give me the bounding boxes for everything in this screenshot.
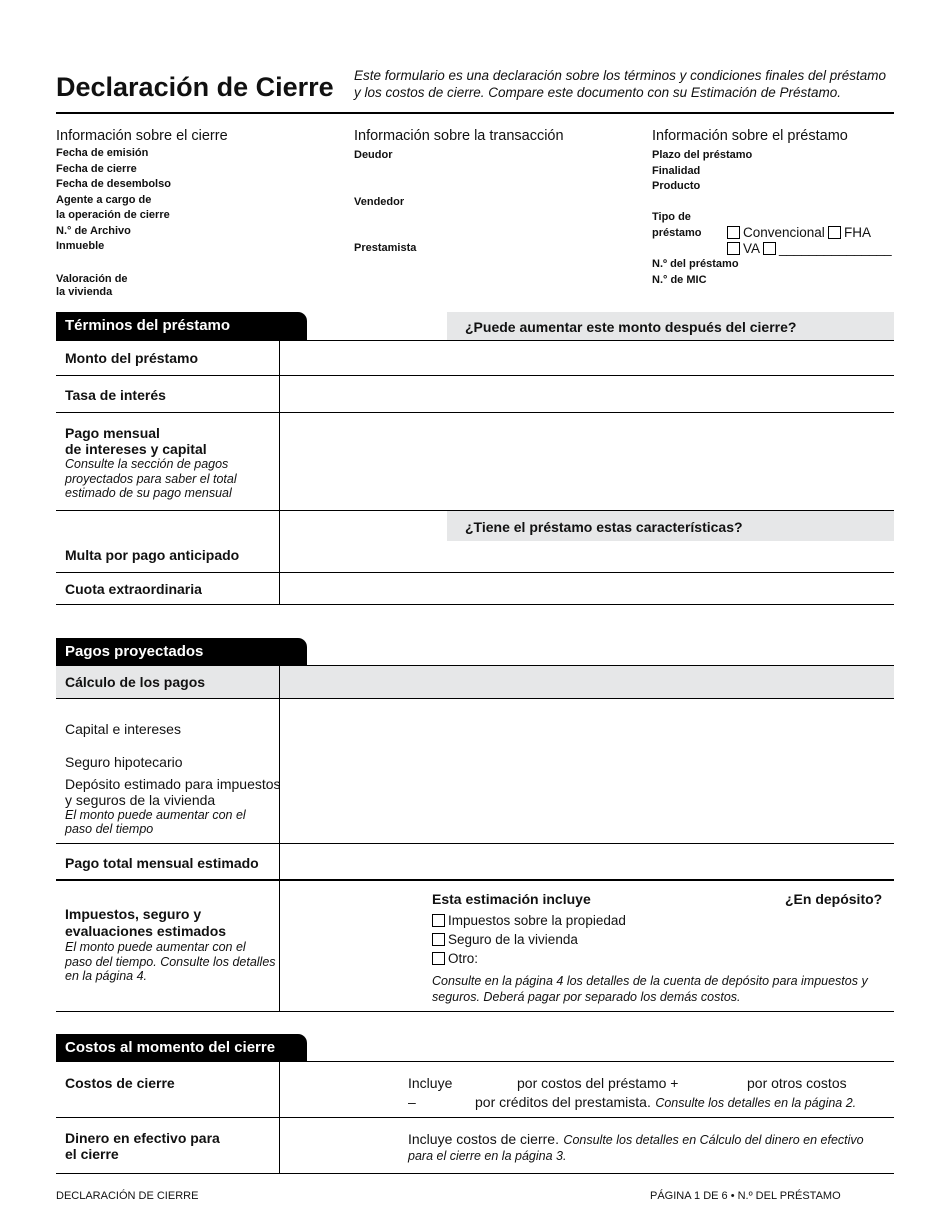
total-monthly-label: Pago total mensual estimado (65, 855, 259, 871)
footer-left: DECLARACIÓN DE CIERRE (56, 1190, 199, 1202)
features-question: ¿Tiene el préstamo estas características? (465, 519, 743, 535)
footer-right: PÁGINA 1 DE 6 • N.º DEL PRÉSTAMO (650, 1190, 841, 1202)
purpose-label: Finalidad (652, 165, 701, 177)
mic-number-label: N.° de MIC (652, 274, 707, 286)
appraisal-field: Valoración de la vivienda (56, 273, 128, 298)
loan-type-option-other[interactable]: _______________ (763, 241, 892, 256)
divider (56, 698, 894, 699)
other-checkbox[interactable]: Otro: (432, 951, 478, 966)
divider (56, 375, 894, 376)
closing-field: la operación de cierre (56, 209, 170, 221)
borrower-label: Deudor (354, 149, 393, 161)
in-escrow-label: ¿En depósito? (785, 891, 883, 907)
checkbox-icon (727, 242, 740, 255)
closing-field: N.° de Archivo (56, 224, 131, 237)
balloon-payment-label: Cuota extraordinaria (65, 581, 202, 597)
property-taxes-checkbox[interactable]: Impuestos sobre la propiedad (432, 913, 626, 928)
prepayment-penalty-label: Multa por pago anticipado (65, 547, 240, 563)
projected-payments-tab: Pagos proyectados (56, 638, 307, 666)
cash-to-close-detail: Incluye costos de cierre. Consulte los detalles en Cálculo del dinero en efectivo para el cierre en la página 3. (408, 1131, 864, 1163)
loan-type-option-fha[interactable]: FHA (828, 225, 871, 240)
checkbox-icon (432, 933, 445, 946)
divider (56, 843, 894, 844)
checkbox-icon (828, 226, 841, 239)
divider (56, 412, 894, 413)
loan-type-option-va[interactable]: VA (727, 241, 760, 256)
costs-at-closing-tab: Costos al momento del cierre (56, 1034, 307, 1062)
cc-includes: Incluye (408, 1075, 453, 1091)
interest-rate-label: Tasa de interés (65, 387, 166, 403)
divider (56, 879, 894, 881)
loan-info-heading: Información sobre el préstamo (652, 128, 848, 144)
lender-label: Prestamista (354, 242, 417, 254)
mortgage-insurance-label: Seguro hipotecario (65, 754, 183, 770)
seller-label: Vendedor (354, 196, 405, 208)
loan-terms-tab: Términos del préstamo (56, 312, 307, 340)
closing-field: Agente a cargo de (56, 193, 152, 206)
closing-costs-label: Costos de cierre (65, 1075, 175, 1091)
cc-lender-credits-line: por créditos del prestamista. Consulte los detalles en la página 2. (475, 1094, 857, 1110)
closing-info-heading: Información sobre el cierre (56, 128, 228, 144)
checkbox-icon (727, 226, 740, 239)
escrow-detail-note: Consulte en la página 4 los detalles de la cuenta de depósito para impuestos y seguros. Deberá pagar por separado los demás costos. (432, 974, 868, 1004)
closing-field: Fecha de emisión (56, 147, 149, 159)
monthly-payment-label: Pago mensual de intereses y capital Consulte la sección de pagos proyectados para saber el total estimado de su pago mensual (65, 425, 237, 500)
homeowners-insurance-checkbox[interactable]: Seguro de la vivienda (432, 932, 578, 947)
cc-other-costs: por otros costos (747, 1075, 847, 1091)
closing-info-section (56, 128, 228, 255)
loan-type-label: Tipo de préstamo (652, 211, 702, 239)
payment-calc-label: Cálculo de los pagos (65, 674, 206, 690)
intro-text: Este formulario es una declaración sobre los términos y condiciones finales del préstamo y los costos de cierre. Compare este documento con su Estimación de Préstamo. (354, 68, 887, 100)
page-title: Declaración de Cierre (56, 72, 334, 102)
principal-interest-label: Capital e intereses (65, 721, 181, 737)
header-rule (56, 112, 894, 114)
divider (56, 1011, 894, 1012)
loan-number-label: N.º del préstamo (652, 258, 739, 270)
cash-to-close-label: Dinero en efectivo para el cierre (65, 1130, 220, 1162)
loan-type-option-conventional[interactable]: Convencional (727, 225, 825, 240)
column-divider (279, 666, 280, 1011)
increase-question: ¿Puede aumentar este monto después del cierre? (465, 319, 797, 335)
closing-field: Fecha de desembolso (56, 178, 171, 190)
divider (56, 1061, 894, 1062)
checkbox-icon (763, 242, 776, 255)
product-label: Producto (652, 180, 701, 192)
checkbox-icon (432, 952, 445, 965)
loan-term-label: Plazo del préstamo (652, 149, 753, 161)
divider (56, 572, 894, 573)
closing-field: Fecha de cierre (56, 162, 137, 175)
estimate-includes-label: Esta estimación incluye (432, 891, 591, 907)
column-divider (279, 340, 280, 605)
divider (56, 1117, 894, 1118)
divider (56, 604, 894, 605)
transaction-info-heading: Información sobre la transacción (354, 128, 564, 144)
cc-minus: – (408, 1094, 416, 1110)
closing-field: Inmueble (56, 240, 105, 252)
divider (56, 1173, 894, 1174)
checkbox-icon (432, 914, 445, 927)
divider (56, 340, 894, 341)
cc-loan-costs: por costos del préstamo + (517, 1075, 679, 1091)
loan-amount-label: Monto del préstamo (65, 350, 199, 366)
escrow-label: Depósito estimado para impuestos y seguros de la vivienda El monto puede aumentar con el paso del tiempo (65, 776, 281, 836)
taxes-insurance-label: Impuestos, seguro y evaluaciones estimados El monto puede aumentar con el paso del tiempo. Consulte los detalles en la página 4. (65, 906, 276, 983)
